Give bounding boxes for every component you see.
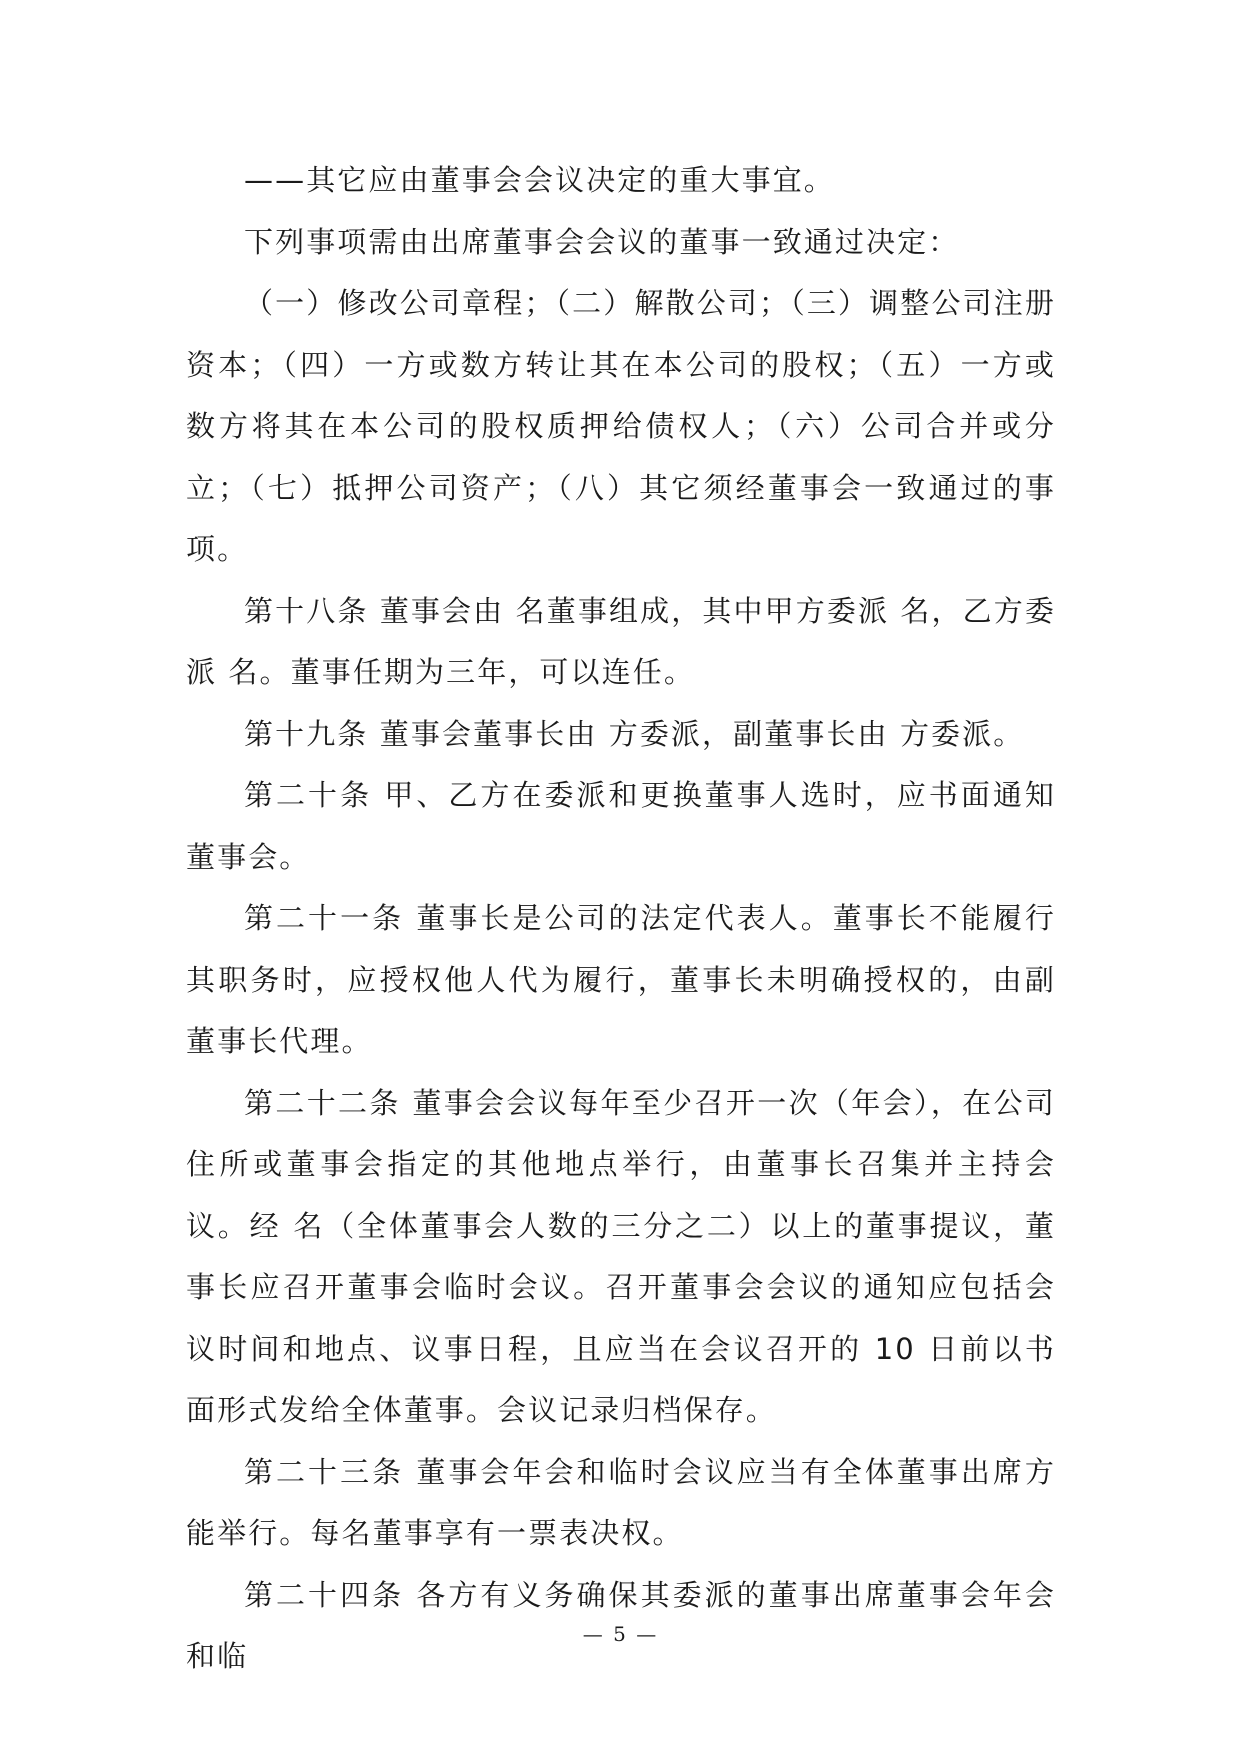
paragraph-unanimous-items: （一）修改公司章程；（二）解散公司；（三）调整公司注册资本；（四）一方或数方转让其在本公司的股权；（五）一方或数方将其在本公司的股权质押给债权人；（六）公司合并或分立；（七）抵押公司资产；（八）其它须经董事会一致通过的事项。: [186, 286, 1056, 566]
paragraph-article-23: 第二十三条 董事会年会和临时会议应当有全体董事出席方能举行。每名董事享有一票表决权。: [186, 1454, 1056, 1550]
page-number: — 5 —: [582, 1622, 659, 1646]
paragraph-article-18: 第十八条 董事会由 名董事组成，其中甲方委派 名，乙方委派 名。董事任期为三年，可以连任。: [186, 593, 1056, 689]
paragraph-article-24: 第二十四条 各方有义务确保其委派的董事出席董事会年会和临: [186, 1577, 1056, 1673]
document-body: [186, 150, 1056, 1688]
paragraph-article-21: 第二十一条 董事长是公司的法定代表人。董事长不能履行其职务时，应授权他人代为履行，董事长未明确授权的，由副董事长代理。: [186, 901, 1056, 1058]
paragraph-article-19: 第十九条 董事会董事长由 方委派，副董事长由 方委派。: [244, 716, 1025, 751]
paragraph-unanimous-intro: 下列事项需由出席董事会会议的董事一致通过决定：: [244, 224, 960, 259]
paragraph-article-20: 第二十条 甲、乙方在委派和更换董事人选时，应书面通知董事会。: [186, 778, 1056, 874]
paragraph-article-22: 第二十二条 董事会会议每年至少召开一次（年会），在公司住所或董事会指定的其他地点举行，由董事长召集并主持会议。经 名（全体董事会人数的三分之二）以上的董事提议，董事长应召开董事会临时会议。召开董事会会议的通知应包括会议时间和地点、议事日程，且应当在会议召开的 10 日前以书面形式发给全体董事。会议记录归档保存。: [186, 1085, 1056, 1427]
paragraph-other-matters: ——其它应由董事会会议决定的重大事宜。: [244, 163, 835, 197]
